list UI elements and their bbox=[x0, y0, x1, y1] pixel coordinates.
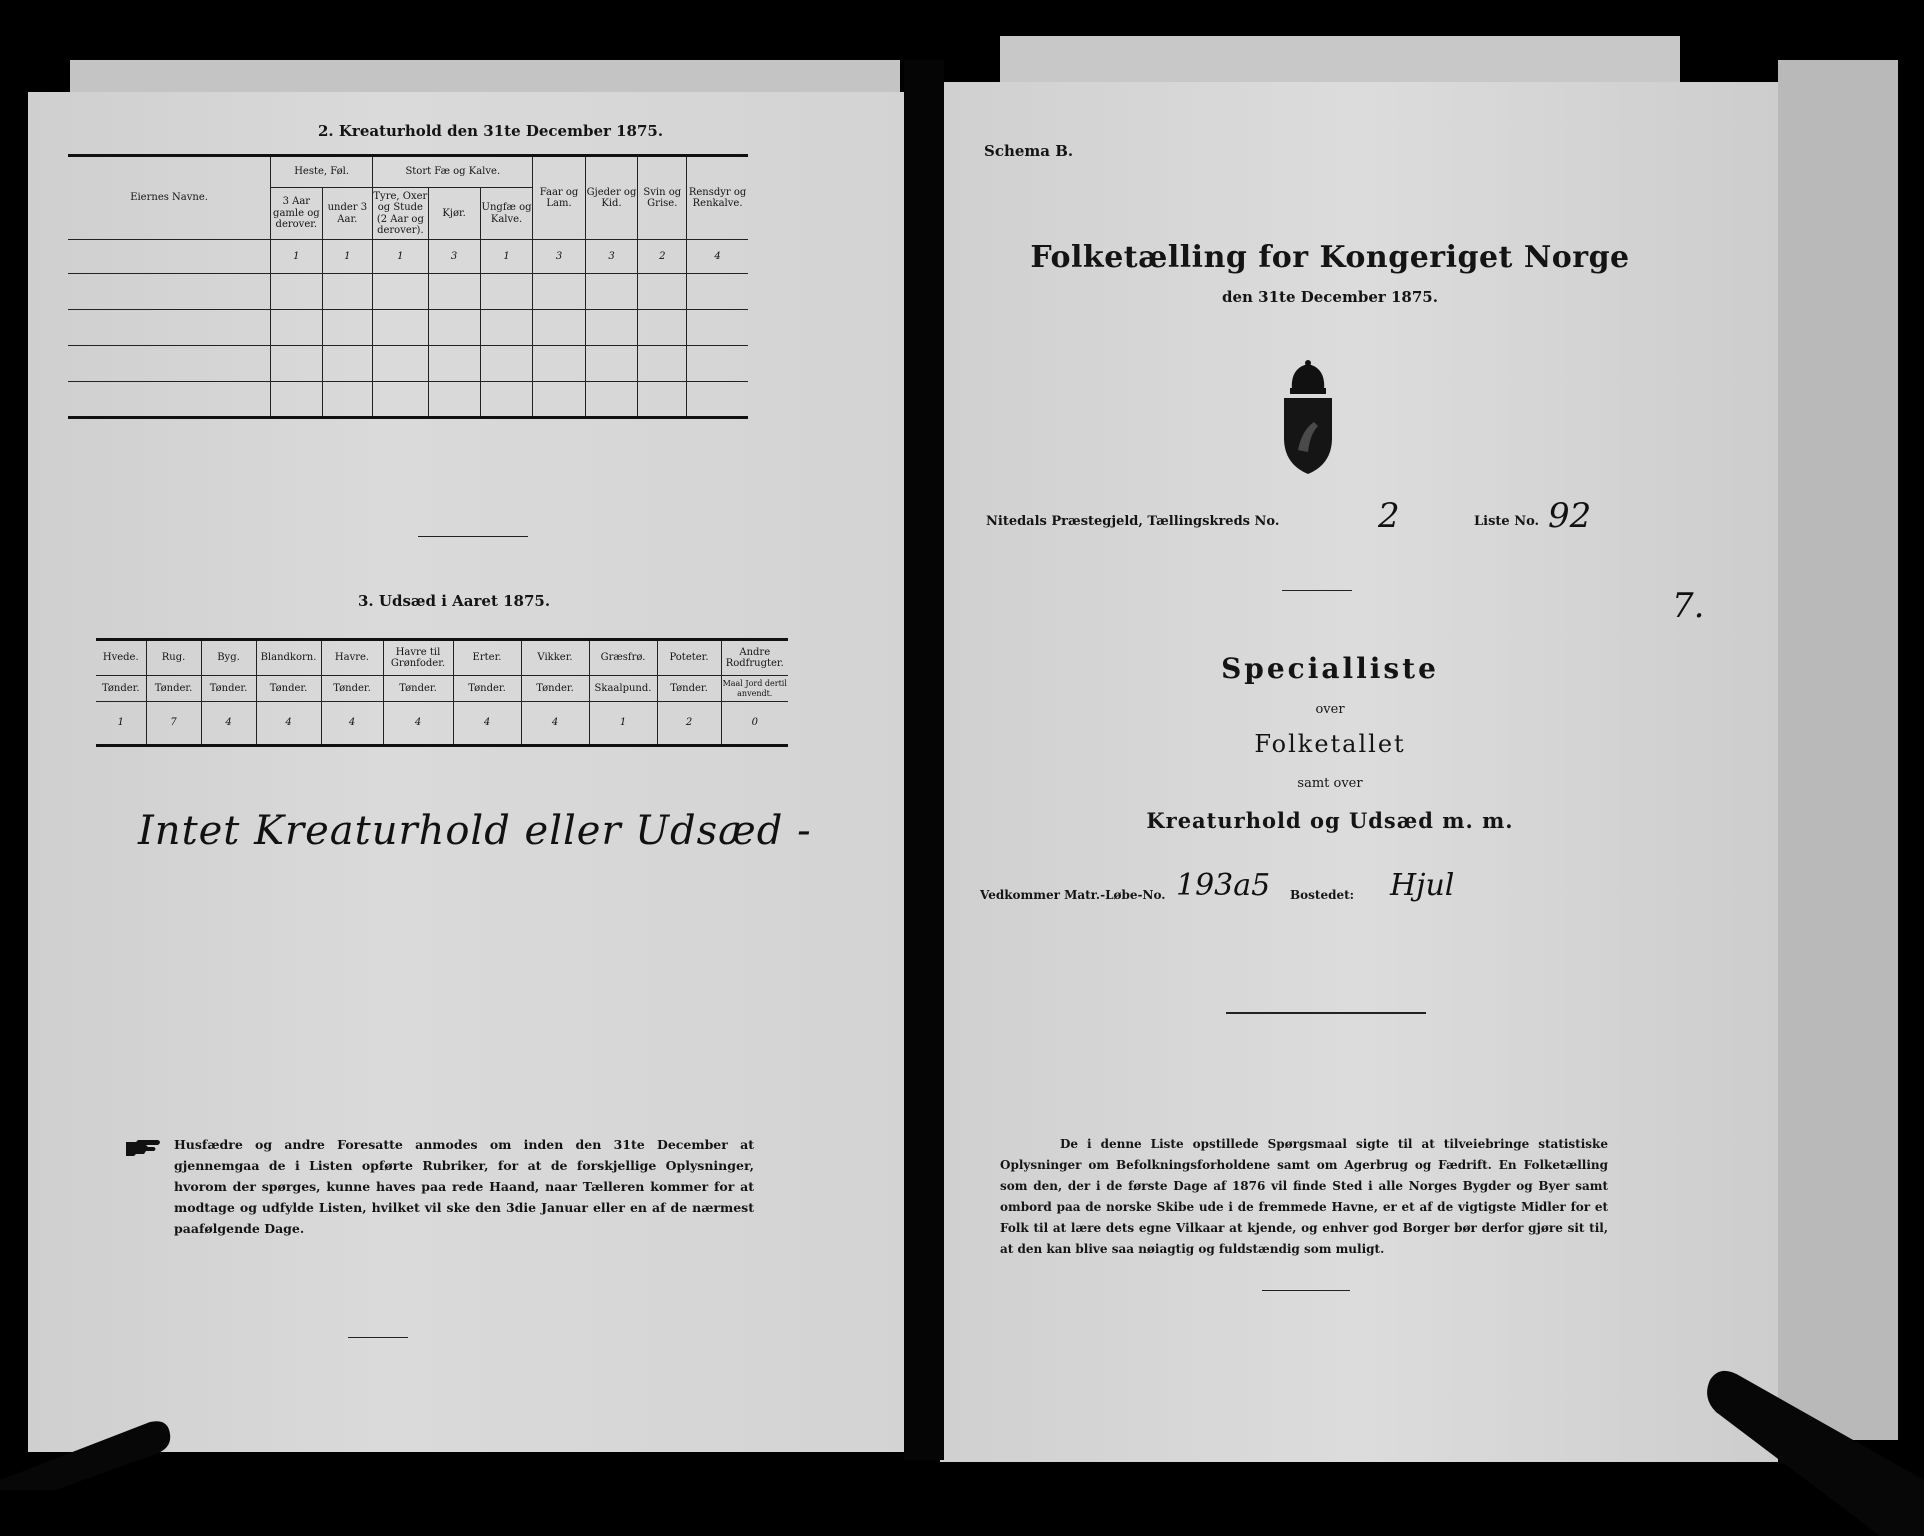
header-graesfro: Græsfrø. bbox=[589, 640, 657, 676]
group-pigs: Svin og Grise. bbox=[638, 156, 687, 240]
intro-text: De i denne Liste opstillede Spørgsmaal sigte til at tilveiebringe statistiske Oplysninger om Befolkningsforholdene samt om Agerbrug og Fædrift. En Folketælling som den, der i de første Dage af 1876 vil finde Sted i alle Norges Bygder og Byer samt ombord paa de norske Skibe ude i de fremmede Havne, er et af de vigtigste Midler for et Folk til at lære dets egne Vilkaar at kjende, og enhver god Borger bør derfor gjøre sit til, at den kan blive saa nøiagtig og fuldstændig som muligt. bbox=[1000, 1137, 1608, 1256]
header-poteter: Poteter. bbox=[657, 640, 721, 676]
header-havre: Havre. bbox=[321, 640, 383, 676]
value-cell: 1 bbox=[322, 240, 373, 274]
unit-cell: Tønder. bbox=[96, 676, 146, 702]
special-title: Specialliste bbox=[1221, 652, 1439, 685]
unit-cell: Skaalpund. bbox=[589, 676, 657, 702]
matr-label: Vedkommer Matr.-Løbe-No. bbox=[980, 888, 1166, 902]
parish-label: Nitedals Præstegjeld, Tællingskreds No. bbox=[986, 514, 1280, 529]
value-cell: 1 bbox=[480, 240, 533, 274]
value-cell: 7 bbox=[146, 702, 201, 746]
unit-cell: Tønder. bbox=[657, 676, 721, 702]
section2-title: 2. Kreaturhold den 31te December 1875. bbox=[318, 122, 664, 140]
sub-cows: Kjør. bbox=[428, 188, 480, 240]
header-rug: Rug. bbox=[146, 640, 201, 676]
value-cell: 1 bbox=[589, 702, 657, 746]
divider bbox=[1226, 1012, 1426, 1014]
left-page bbox=[28, 92, 920, 1452]
value-cell: 3 bbox=[428, 240, 480, 274]
value-cell: 2 bbox=[638, 240, 687, 274]
binder-clip-left bbox=[0, 1410, 180, 1490]
header-byg: Byg. bbox=[201, 640, 256, 676]
divider bbox=[1262, 1290, 1350, 1291]
header-hvede: Hvede. bbox=[96, 640, 146, 676]
table-row bbox=[68, 310, 748, 346]
livestock-table bbox=[68, 154, 748, 419]
value-cell: 4 bbox=[383, 702, 453, 746]
group-sheep: Faar og Lam. bbox=[533, 156, 585, 240]
value-cell: 2 bbox=[657, 702, 721, 746]
unit-cell: Tønder. bbox=[521, 676, 589, 702]
header-rodfrugter: Andre Rodfrugter. bbox=[721, 640, 788, 676]
value-cell: 4 bbox=[201, 702, 256, 746]
divider bbox=[418, 536, 528, 537]
header-gronfoder: Havre til Grønfoder. bbox=[383, 640, 453, 676]
value-cell: 4 bbox=[453, 702, 521, 746]
unit-cell: Maal Jord dertil anvendt. bbox=[721, 676, 788, 702]
divider bbox=[348, 1337, 408, 1338]
over-label: over bbox=[1315, 702, 1345, 717]
sub-young-cattle: Ungfæ og Kalve. bbox=[480, 188, 533, 240]
pointing-hand-icon bbox=[124, 1138, 164, 1158]
table-row bbox=[68, 382, 748, 418]
handwritten-note: Intet Kreaturhold eller Udsæd - bbox=[138, 808, 812, 854]
table-row bbox=[68, 274, 748, 310]
sub-horses-old: 3 Aar gamle og derover. bbox=[271, 188, 322, 240]
unit-cell: Tønder. bbox=[453, 676, 521, 702]
right-page-stack bbox=[1778, 60, 1898, 1440]
group-reindeer: Rensdyr og Renkalve. bbox=[687, 156, 748, 240]
table-row bbox=[96, 702, 788, 746]
book-spine bbox=[904, 60, 944, 1460]
section3-title: 3. Udsæd i Aaret 1875. bbox=[358, 592, 551, 610]
kreaturhold-label: Kreaturhold og Udsæd m. m. bbox=[1146, 808, 1514, 833]
value-cell: 3 bbox=[585, 240, 638, 274]
sub-horses-young: under 3 Aar. bbox=[322, 188, 373, 240]
binder-clip-right bbox=[1700, 1360, 1924, 1536]
value-cell: 3 bbox=[533, 240, 585, 274]
bosted-value: Hjul bbox=[1390, 868, 1455, 903]
group-cattle: Stort Fæ og Kalve. bbox=[373, 156, 533, 188]
matr-number: 193a5 bbox=[1176, 868, 1271, 903]
value-cell: 4 bbox=[521, 702, 589, 746]
left-page-edge bbox=[70, 60, 900, 96]
footnote-text: Husfædre og andre Foresatte anmodes om inden den 31te December at gjennemgaa de i Listen opførte Rubriker, for at de forskjellige Oplysninger, hvorom der spørges, kunne haves paa rede Haand, naar Tælleren kommer for at modtage og udfylde Listen, hvilket vil ske den 3die Januar eller en af de nærmest paafølgende Dage. bbox=[174, 1137, 754, 1236]
subtitle: den 31te December 1875. bbox=[1222, 288, 1438, 306]
unit-cell: Tønder. bbox=[321, 676, 383, 702]
liste-number: 92 bbox=[1548, 496, 1592, 536]
bosted-label: Bostedet: bbox=[1290, 888, 1355, 902]
value-cell: 0 bbox=[721, 702, 788, 746]
owner-header: Eiernes Navne. bbox=[68, 156, 271, 240]
schema-label: Schema B. bbox=[984, 142, 1074, 160]
unit-cell: Tønder. bbox=[256, 676, 321, 702]
header-vikker: Vikker. bbox=[521, 640, 589, 676]
value-cell: 1 bbox=[373, 240, 428, 274]
unit-cell: Tønder. bbox=[201, 676, 256, 702]
value-cell: 4 bbox=[321, 702, 383, 746]
unit-cell: Tønder. bbox=[383, 676, 453, 702]
table-row bbox=[68, 346, 748, 382]
value-cell: 1 bbox=[271, 240, 322, 274]
value-cell: 1 bbox=[96, 702, 146, 746]
right-page-edge bbox=[1000, 36, 1680, 88]
samt-over-label: samt over bbox=[1297, 776, 1363, 791]
sub-bulls: Tyre, Oxer og Stude (2 Aar og derover). bbox=[373, 188, 428, 240]
sowing-table bbox=[96, 638, 788, 747]
group-goats: Gjeder og Kid. bbox=[585, 156, 638, 240]
folketallet-label: Folketallet bbox=[1254, 730, 1406, 758]
liste-label: Liste No. bbox=[1474, 514, 1540, 529]
margin-mark: 7. bbox=[1672, 586, 1705, 626]
table-row bbox=[68, 240, 748, 274]
group-horses: Heste, Føl. bbox=[271, 156, 373, 188]
main-title: Folketælling for Kongeriget Norge bbox=[1030, 240, 1630, 275]
value-cell: 4 bbox=[256, 702, 321, 746]
coat-of-arms-icon bbox=[1278, 360, 1338, 476]
divider bbox=[1282, 590, 1352, 591]
header-blandkorn: Blandkorn. bbox=[256, 640, 321, 676]
header-erter: Erter. bbox=[453, 640, 521, 676]
unit-cell: Tønder. bbox=[146, 676, 201, 702]
kreds-number: 2 bbox=[1378, 496, 1400, 536]
value-cell: 4 bbox=[687, 240, 748, 274]
